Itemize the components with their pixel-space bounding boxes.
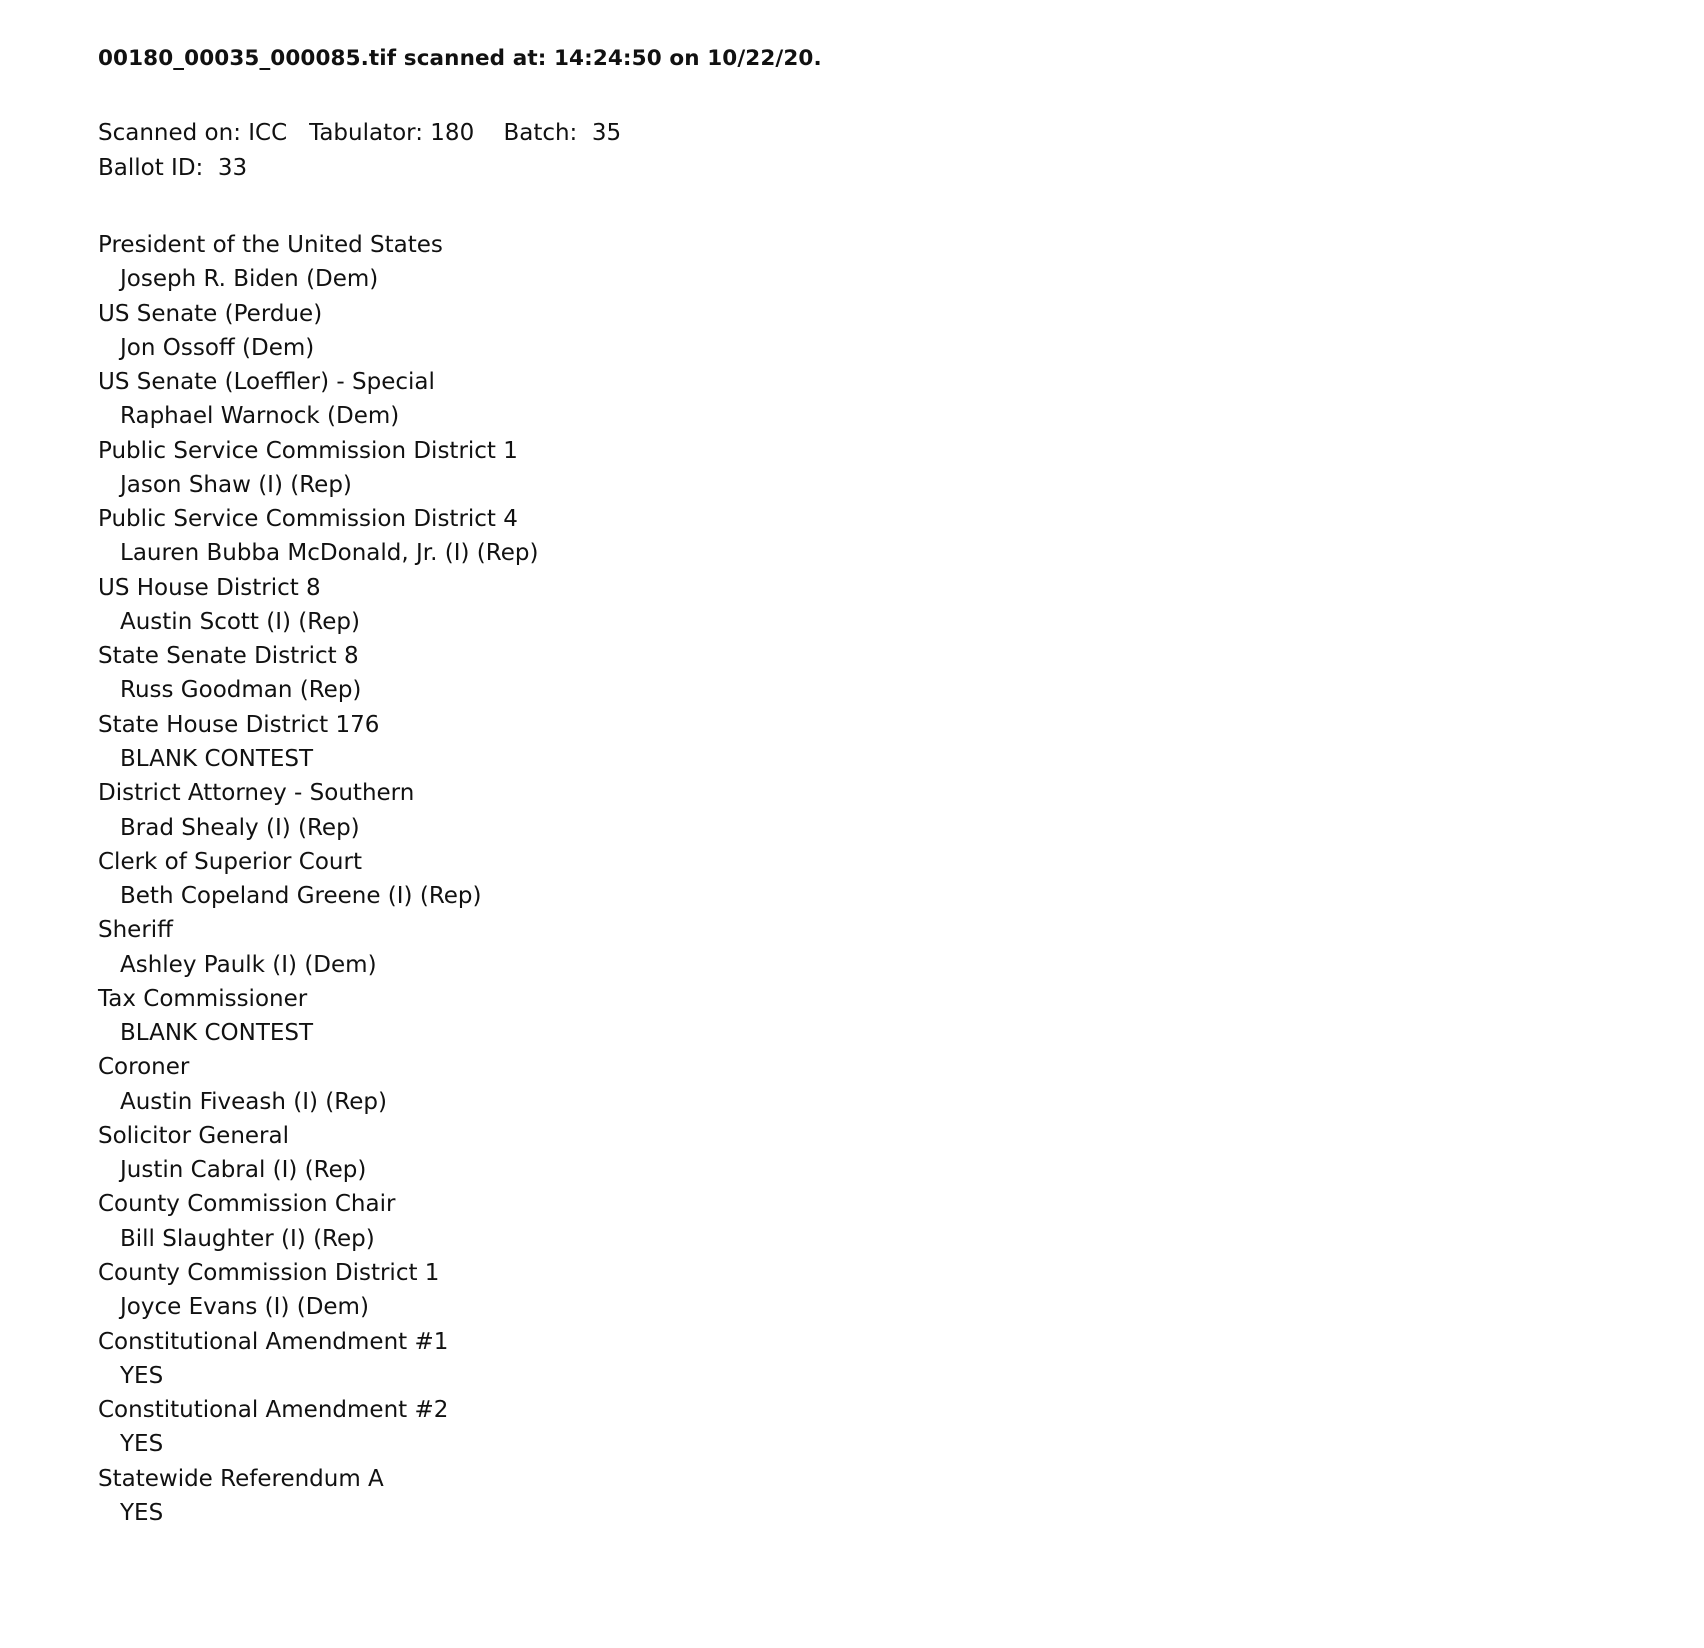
contest-title: State Senate District 8 xyxy=(98,643,359,670)
scan-metadata-ballot-id-line: Ballot ID: 33 xyxy=(98,155,248,182)
contest-title: Public Service Commission District 4 xyxy=(98,506,518,533)
contest-title: County Commission District 1 xyxy=(98,1259,440,1286)
contest-entry xyxy=(98,571,1704,640)
contest-entry xyxy=(98,1256,1704,1325)
contest-entry xyxy=(98,845,1704,914)
contest-choice: YES xyxy=(120,1499,164,1526)
contest-entry xyxy=(98,1462,1704,1531)
contest-title: Coroner xyxy=(98,1054,190,1081)
contest-title: Public Service Commission District 1 xyxy=(98,437,518,464)
contest-choice: Lauren Bubba McDonald, Jr. (I) (Rep) xyxy=(120,540,539,567)
contest-entry xyxy=(98,1393,1704,1462)
contest-choice: Ashley Paulk (I) (Dem) xyxy=(120,951,377,978)
contest-title: President of the United States xyxy=(98,232,443,258)
contest-choice: BLANK CONTEST xyxy=(120,745,314,772)
contest-title: State House District 176 xyxy=(98,711,380,738)
contest-choice: Austin Scott (I) (Rep) xyxy=(120,608,360,635)
contest-choice: Beth Copeland Greene (I) (Rep) xyxy=(120,883,482,910)
contest-results-list xyxy=(98,228,1704,1530)
contest-choice: YES xyxy=(120,1362,164,1389)
contest-entry xyxy=(98,1187,1704,1256)
scan-header-line: 00180_00035_000085.tif scanned at: 14:24:50 on 10/22/20. xyxy=(98,46,822,71)
contest-choice: Austin Fiveash (I) (Rep) xyxy=(120,1088,387,1115)
contest-choice: YES xyxy=(120,1431,164,1458)
contest-title: Statewide Referendum A xyxy=(98,1465,384,1492)
contest-choice: Brad Shealy (I) (Rep) xyxy=(120,814,360,841)
contest-entry xyxy=(98,913,1704,982)
contest-choice: Joyce Evans (I) (Dem) xyxy=(120,1294,369,1321)
contest-title: Solicitor General xyxy=(98,1122,289,1149)
contest-entry xyxy=(98,228,1704,297)
contest-title: Constitutional Amendment #2 xyxy=(98,1397,449,1424)
contest-entry xyxy=(98,502,1704,571)
contest-choice: Joseph R. Biden (Dem) xyxy=(120,266,379,293)
contest-choice: Russ Goodman (Rep) xyxy=(120,677,362,704)
contest-entry xyxy=(98,1325,1704,1394)
contest-title: US Senate (Loeffler) - Special xyxy=(98,369,435,396)
contest-entry xyxy=(98,365,1704,434)
contest-title: County Commission Chair xyxy=(98,1191,396,1218)
contest-choice: Bill Slaughter (I) (Rep) xyxy=(120,1225,375,1252)
contest-title: District Attorney - Southern xyxy=(98,780,415,807)
contest-choice: Justin Cabral (I) (Rep) xyxy=(120,1157,367,1184)
contest-choice: BLANK CONTEST xyxy=(120,1020,314,1047)
contest-entry xyxy=(98,982,1704,1051)
contest-title: Clerk of Superior Court xyxy=(98,848,362,875)
contest-entry xyxy=(98,434,1704,503)
contest-entry xyxy=(98,1119,1704,1188)
contest-title: Constitutional Amendment #1 xyxy=(98,1328,449,1355)
contest-entry xyxy=(98,708,1704,777)
contest-entry xyxy=(98,297,1704,366)
contest-title: US House District 8 xyxy=(98,574,321,601)
contest-entry xyxy=(98,776,1704,845)
contest-entry xyxy=(98,1050,1704,1119)
contest-title: US Senate (Perdue) xyxy=(98,300,323,327)
contest-title: Tax Commissioner xyxy=(98,985,308,1012)
contest-title: Sheriff xyxy=(98,917,174,944)
scan-metadata xyxy=(98,116,1704,186)
contest-choice: Jason Shaw (I) (Rep) xyxy=(120,471,352,498)
contest-entry xyxy=(98,639,1704,708)
scan-metadata-tabulator-line: Scanned on: ICC Tabulator: 180 Batch: 35 xyxy=(98,120,622,147)
contest-choice: Jon Ossoff (Dem) xyxy=(120,334,315,361)
contest-choice: Raphael Warnock (Dem) xyxy=(120,403,400,430)
